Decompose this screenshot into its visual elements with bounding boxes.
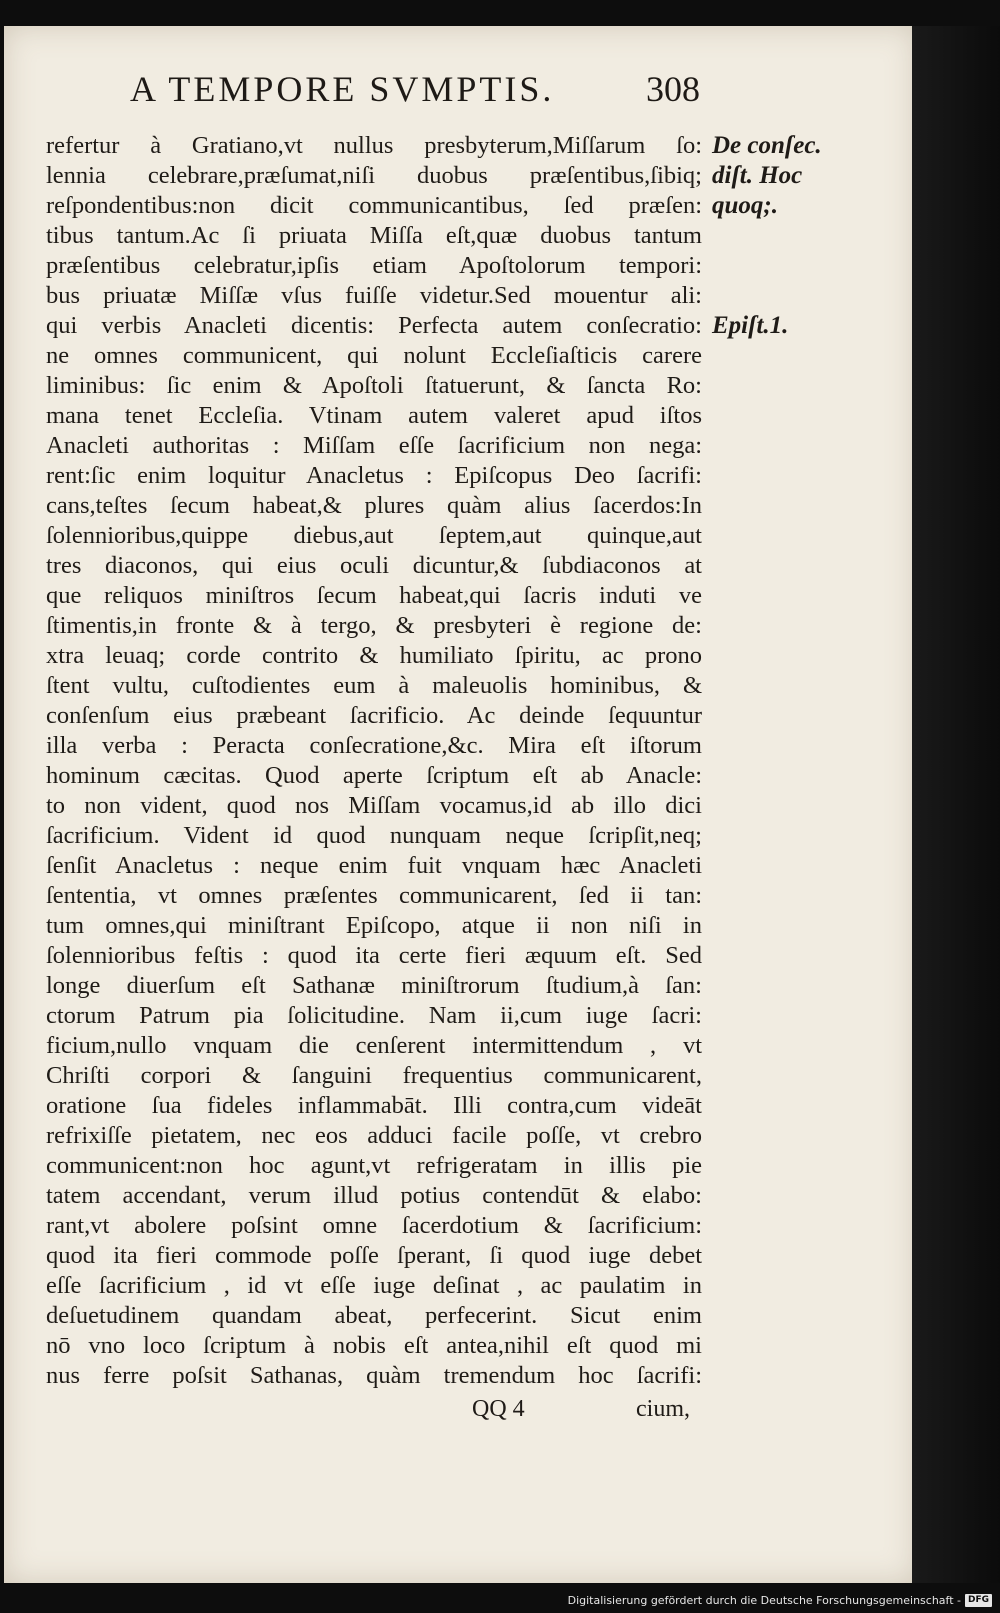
- text-line: ficium,nullo vnquam die cenſerent intermittendum , vt: [46, 1032, 702, 1059]
- text-line: longe diuerſum eſt Sathanæ miniſtrorum ſtudium,à ſan:: [46, 972, 702, 999]
- signature-mark: QQ 4: [472, 1396, 525, 1422]
- page-number: 308: [646, 69, 700, 109]
- text-line: lennia celebrare,præſumat,niſi duobus præſentibus,ſibiq;: [46, 162, 702, 189]
- text-line: illa verba : Peracta conſecratione,&c. Mira eſt iſtorum: [46, 732, 702, 759]
- text-line: ſolennioribus,quippe diebus,aut ſeptem,aut quinque,aut: [46, 522, 702, 549]
- text-line: conſenſum eius præbeant ſacrificio. Ac deinde ſequuntur: [46, 702, 702, 729]
- text-line: ctorum Patrum pia ſolicitudine. Nam ii,cum iuge ſacri:: [46, 1002, 702, 1029]
- text-line: refrixiſſe pietatem, nec eos adduci facile poſſe, vt crebro: [46, 1122, 702, 1149]
- text-line: eſſe ſacrificium , id vt eſſe iuge deſinat , ac paulatim in: [46, 1272, 702, 1299]
- text-line: tum omnes,qui miniſtrant Epiſcopo, atque ii non niſi in: [46, 912, 702, 939]
- body-text: [46, 131, 702, 1391]
- text-line: rent:ſic enim loquitur Anacletus : Epiſcopus Deo ſacrifi:: [46, 462, 702, 489]
- text-line: communicent:non hoc agunt,vt refrigeratam in illis pie: [46, 1152, 702, 1179]
- text-line: hominum cæcitas. Quod aperte ſcriptum eſt ab Anacle:: [46, 762, 702, 789]
- text-line: præſentibus celebratur,ipſis etiam Apoſtolorum tempori:: [46, 252, 702, 279]
- footer-credit: [568, 1592, 992, 1608]
- text-line: tres diaconos, qui eius oculi dicuntur,& ſubdiaconos at: [46, 552, 702, 579]
- text-line: qui verbis Anacleti dicentis: Perfecta autem conſecratio:: [46, 312, 702, 339]
- text-line: nō vno loco ſcriptum à nobis eſt antea,nihil eſt quod mi: [46, 1332, 702, 1359]
- text-line: cans,teſtes ſecum habeat,& plures quàm alius ſacerdos:In: [46, 492, 702, 519]
- text-line: mana tenet Eccleſia. Vtinam autem valeret apud iſtos: [46, 402, 702, 429]
- text-line: que reliquos miniſtros ſecum habeat,qui ſacris induti ve: [46, 582, 702, 609]
- text-line: deſuetudinem quandam abeat, perfecerint. Sicut enim: [46, 1302, 702, 1329]
- running-title: A TEMPORE SVMPTIS.: [130, 69, 555, 109]
- text-line: ſolennioribus feſtis : quod ita certe fieri æquum eſt. Sed: [46, 942, 702, 969]
- text-line: ſententia, vt omnes præſentes communicarent, ſed ii tan:: [46, 882, 702, 909]
- text-line: quod ita fieri commode poſſe ſperant, ſi quod iuge debet: [46, 1242, 702, 1269]
- text-line: Anacleti authoritas : Miſſam eſſe ſacrificium non nega:: [46, 432, 702, 459]
- text-line: xtra leuaq; corde contrito & humiliato ſpiritu, ac prono: [46, 642, 702, 669]
- text-line: ſacrificium. Vident id quod nunquam neque ſcripſit,neq;: [46, 822, 702, 849]
- text-line: Chriſti corpori & ſanguini frequentius communicarent,: [46, 1062, 702, 1089]
- text-line: oratione ſua fideles inflammabāt. Illi contra,cum videāt: [46, 1092, 702, 1119]
- text-line: refertur à Gratiano,vt nullus presbyterum,Miſſarum ſo:: [46, 132, 702, 159]
- text-line: liminibus: ſic enim & Apoſtoli ſtatuerunt, & ſancta Ro:: [46, 372, 702, 399]
- text-line: ſenſit Anacletus : neque enim fuit vnquam hæc Anacleti: [46, 852, 702, 879]
- text-line: rant,vt abolere poſsint omne ſacerdotium & ſacrificium:: [46, 1212, 702, 1239]
- text-line: ſtent vultu, cuſtodientes eum à maleuolis hominibus, &: [46, 672, 702, 699]
- page-header: [130, 68, 700, 124]
- dfg-logo: DFG: [965, 1594, 992, 1607]
- text-line: to non vident, quod nos Miſſam vocamus,id ab illo dici: [46, 792, 702, 819]
- footer-credit-text: Digitalisierung gefördert durch die Deutsche Forschungsgemeinschaft -: [567, 1593, 961, 1607]
- text-line: ſtimentis,in fronte & à tergo, & presbyteri è regione de:: [46, 612, 702, 639]
- text-line: ne omnes communicent, qui nolunt Eccleſiaſticis carere: [46, 342, 702, 369]
- margin-note: quoq;.: [712, 192, 778, 219]
- text-line: tibus tantum.Ac ſi priuata Miſſa eſt,quæ duobus tantum: [46, 222, 702, 249]
- margin-note: Epiſt.1.: [712, 312, 789, 339]
- text-line: reſpondentibus:non dicit communicantibus, ſed præſen:: [46, 192, 702, 219]
- margin-note: diſt. Hoc: [712, 162, 803, 189]
- text-line: nus ferre poſsit Sathanas, quàm tremendum hoc ſacrifi:: [46, 1362, 702, 1389]
- text-line: bus priuatæ Miſſæ vſus fuiſſe videtur.Sed mouentur ali:: [46, 282, 702, 309]
- scan-background-edge: [912, 26, 1000, 1583]
- text-line: tatem accendant, verum illud potius contendūt & elabo:: [46, 1182, 702, 1209]
- catchword: cium,: [636, 1396, 690, 1422]
- margin-note: De conſec.: [712, 132, 822, 159]
